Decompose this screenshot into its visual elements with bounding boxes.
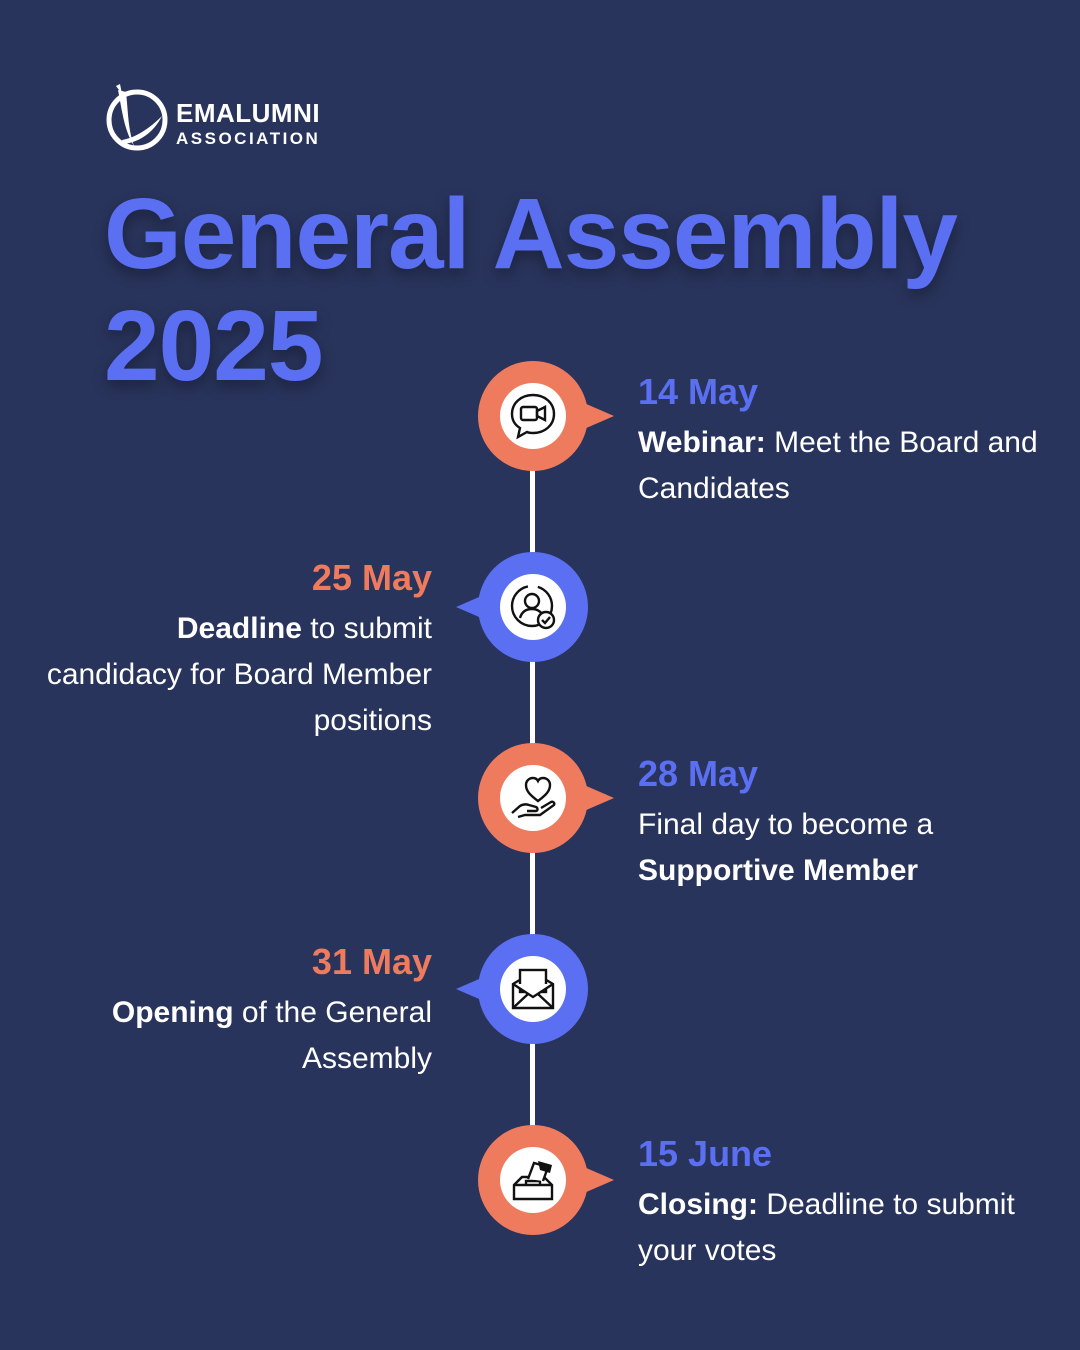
event-1-date: 14 May	[638, 371, 759, 412]
pointer-5	[584, 1167, 614, 1193]
event-5-bold: Closing:	[638, 1188, 758, 1221]
event-4	[40, 940, 432, 1082]
heart-hand-icon	[508, 773, 558, 823]
event-4-desc	[40, 990, 432, 1082]
event-5-text: Deadline to submit your votes	[638, 1188, 1015, 1267]
pointer-2	[456, 594, 486, 620]
timeline-node-4	[478, 934, 588, 1044]
event-1-bold: Webinar:	[638, 426, 766, 459]
event-1-desc	[638, 420, 1058, 512]
event-1-text: Meet the Board and Candidates	[638, 426, 1038, 505]
pointer-3	[584, 785, 614, 811]
event-4-date: 31 May	[311, 941, 432, 982]
event-2-text: to submit candidacy for Board Member positions	[46, 612, 432, 737]
timeline-node-3	[478, 743, 588, 853]
ballot-box-icon	[508, 1155, 558, 1205]
video-chat-icon	[508, 391, 558, 441]
event-2-bold: Deadline	[176, 612, 302, 645]
event-2-date: 25 May	[311, 557, 432, 598]
envelope-icon	[508, 964, 558, 1014]
event-3-desc	[638, 802, 1058, 894]
event-3-bold: Supportive Member	[638, 854, 919, 887]
title-line1: General Assembly	[104, 178, 957, 290]
title-line2: 2025	[104, 290, 323, 402]
event-4-bold: Opening	[111, 996, 234, 1029]
logo-line1: EMALUMNI	[176, 98, 321, 128]
event-3	[638, 752, 1058, 894]
event-3-date: 28 May	[638, 753, 759, 794]
timeline-node-5	[478, 1125, 588, 1235]
pointer-4	[456, 976, 486, 1002]
event-5-desc	[638, 1182, 1058, 1274]
event-3-text: Final day to become a	[638, 808, 934, 841]
user-verified-icon	[508, 582, 558, 632]
timeline-node-2	[478, 552, 588, 662]
event-4-text: of the General Assembly	[233, 996, 432, 1075]
logo-mark-icon	[104, 80, 170, 154]
event-2-desc	[40, 606, 432, 744]
event-5-date: 15 June	[638, 1133, 773, 1174]
timeline-node-1	[478, 361, 588, 471]
event-1	[638, 370, 1058, 512]
logo-line2: ASSOCIATION	[176, 129, 321, 148]
pointer-1	[584, 403, 614, 429]
event-2	[40, 556, 432, 744]
event-5	[638, 1132, 1058, 1274]
